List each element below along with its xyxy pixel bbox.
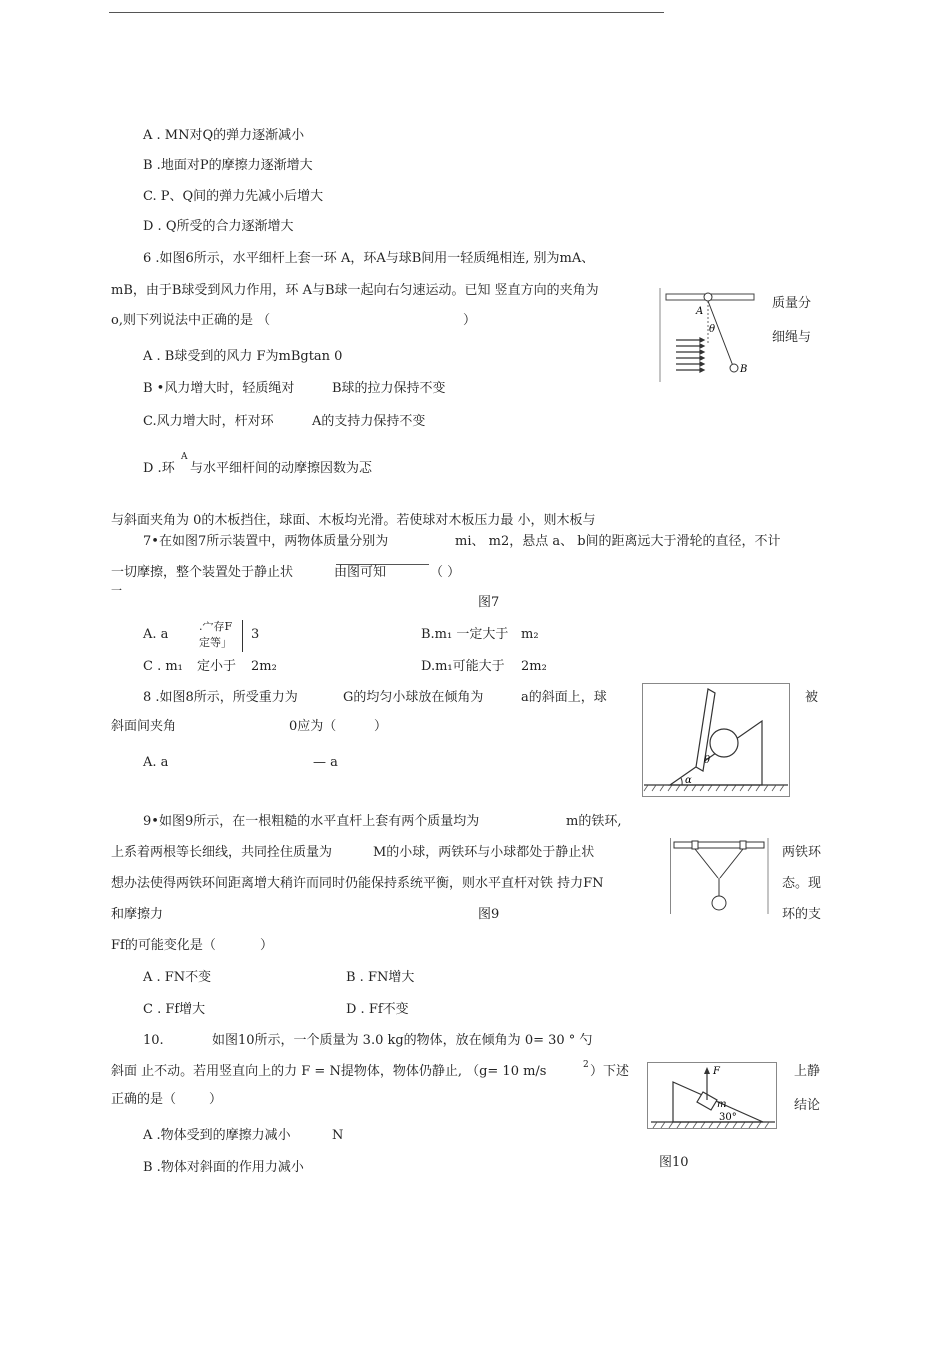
q7-stem-line1-cont: mi、 m2，悬点 a、 b间的距离远大于滑轮的直径，不计 xyxy=(455,534,781,549)
q10-option-a-cont: N xyxy=(332,1128,344,1143)
q7-stray-char: 一 xyxy=(111,584,122,597)
figure-10 xyxy=(647,1062,777,1130)
q10-stem-line1: 如图10所示，一个质量为 3.0 kg的物体，放在倾角为 0= 30 ° 勺 xyxy=(212,1033,593,1048)
q7-option-c-cont: 定小于 xyxy=(197,659,237,674)
q7-option-a-box-line2: 定等」 xyxy=(199,636,232,649)
q9-side-text-1: 两铁环 xyxy=(782,845,822,860)
fig8-label-theta: θ xyxy=(704,755,711,766)
q7-option-a-num: 3 xyxy=(251,627,260,642)
figure-6 xyxy=(658,288,762,382)
q10-option-a: A .物体受到的摩擦力减小 xyxy=(143,1128,291,1143)
q10-figure-caption: 图10 xyxy=(659,1155,689,1170)
q8-stem-line2: 斜面间夹角 xyxy=(111,719,177,734)
q5-option-c: C. P、Q间的弹力先减小后增大 xyxy=(143,189,324,204)
q7-stem-line2-cont: 由图可知 xyxy=(334,565,387,580)
q7-option-a-box-line1: .宀存F xyxy=(199,620,233,633)
q8-stem-line1-cont: G的均匀小球放在倾角为 xyxy=(343,690,484,705)
q8-option-a: A. a xyxy=(143,755,169,770)
q10-side-text-1: 上静 xyxy=(794,1064,821,1079)
q7-option-a: A. a xyxy=(143,627,169,642)
q6-option-d-cont: 与水平细杆间的动摩擦因数为忑 xyxy=(190,461,373,476)
q7-option-c-cont2: 2m₂ xyxy=(251,659,277,674)
q10-option-b: B .物体对斜面的作用力减小 xyxy=(143,1160,304,1175)
fig10-label-m: m xyxy=(717,1099,727,1110)
q10-stem-line2: 斜面 止不动。若用竖直向上的力 F = N提物体，物体仍静止, （g= 10 m/s xyxy=(111,1064,547,1079)
q9-stem-line4: 和摩擦力 xyxy=(111,907,164,922)
q8-stem-line1-cont2: a的斜面上，球 xyxy=(521,690,607,705)
q5-option-a: A . MN对Q的弹力逐渐减小 xyxy=(143,128,305,143)
fig6-label-a: A xyxy=(696,306,704,317)
fig8-label-alpha: α xyxy=(685,775,692,786)
fig6-label-theta: θ xyxy=(709,324,716,335)
q9-stem-line2-cont: M的小球，两铁环与小球都处于静止状 xyxy=(373,845,595,860)
q9-stem-line5-paren: ） xyxy=(260,938,274,953)
q9-stem-line3: 想办法使得两铁环间距离增大稍许而同时仍能保持系统平衡，则水平直杆对铁 持力FN xyxy=(111,876,604,891)
header-rule xyxy=(109,12,664,13)
q6-option-a: A . B球受到的风力 F为mBgtan 0 xyxy=(143,349,343,364)
q9-option-b: B . FN增大 xyxy=(346,970,415,985)
q6-option-b: B •风力增大时，轻质绳对 xyxy=(143,381,295,396)
q6-stem-line2: mB，由于B球受到风力作用，环 A与B球一起向右匀速运动。已知 竖直方向的夹角为 xyxy=(111,283,599,298)
q7-option-c: C . m₁ xyxy=(143,659,183,674)
q8-stem-line1: 8 .如图8所示，所受重力为 xyxy=(143,690,298,705)
fig10-label-f: F xyxy=(713,1066,720,1077)
q8-option-a-cont: — a xyxy=(313,755,338,770)
q9-figure-caption: 图9 xyxy=(478,907,500,922)
figure-8 xyxy=(642,683,790,797)
fig10-label-angle: 30° xyxy=(719,1112,737,1123)
q9-stem-line2: 上系着两根等长细线，共同拴住质量为 xyxy=(111,845,333,860)
q9-option-a: A . FN不变 xyxy=(143,970,212,985)
q9-stem-line1-cont: m的铁环, xyxy=(566,814,622,829)
q8-side-text: 被 xyxy=(805,690,819,705)
q9-side-text-3: 环的支 xyxy=(782,907,822,922)
q6-stem-line3: o,则下列说法中正确的是 （ xyxy=(111,313,271,328)
q6-option-b-cont: B球的拉力保持不变 xyxy=(332,381,446,396)
q9-stem-line1: 9•如图9所示，在一根粗糙的水平直杆上套有两个质量均为 xyxy=(143,814,480,829)
q8-stem-line2-cont: 0应为（ xyxy=(289,719,337,734)
q10-stem-line2-sup: 2 xyxy=(583,1060,589,1070)
q9-side-text-2: 态。现 xyxy=(782,876,822,891)
q6-option-c-cont: A的支持力保持不变 xyxy=(312,414,426,429)
q7-option-b-cont: m₂ xyxy=(521,627,539,642)
figure-9 xyxy=(670,838,770,914)
q7-option-d-cont: 2m₂ xyxy=(521,659,547,674)
q7-figure-caption: 图7 xyxy=(478,595,500,610)
q10-side-text-2: 结论 xyxy=(794,1098,821,1113)
q5-option-b: B .地面对P的摩擦力逐渐增大 xyxy=(143,158,313,173)
q10-stem-line3-paren: ） xyxy=(209,1092,223,1107)
q7-stem-line2: 一切摩擦，整个装置处于静止状 xyxy=(111,565,294,580)
q7-option-d: D.m₁可能大于 xyxy=(421,659,505,674)
q9-option-d: D . Ff不变 xyxy=(346,1002,409,1017)
q6-side-text-2: 细绳与 xyxy=(772,330,812,345)
q7-option-b: B.m₁ 一定大于 xyxy=(421,627,509,642)
q5-option-d: D . Q所受的合力逐渐增大 xyxy=(143,219,294,234)
q10-stem-line3: 正确的是（ xyxy=(111,1092,177,1107)
q7-preceding-line: 与斜面夹角为 0的木板挡住，球面、木板均光滑。若使球对木板压力最 小，则木板与 xyxy=(111,513,596,528)
q9-stem-line5: Ff的可能变化是（ xyxy=(111,938,216,953)
q10-number: 10. xyxy=(143,1033,164,1048)
q7-stem-line1: 7•在如图7所示装置中，两物体质量分别为 xyxy=(143,534,389,549)
q6-side-text-1: 质量分 xyxy=(772,296,812,311)
q6-stem-line3-end: ） xyxy=(463,313,477,328)
fig6-label-b: B xyxy=(740,364,748,375)
q6-option-c: C.风力增大时，杆对环 xyxy=(143,414,274,429)
q6-option-d: D .环 xyxy=(143,461,175,476)
q8-stem-line2-paren: ） xyxy=(374,719,388,734)
q9-option-c: C . Ff增大 xyxy=(143,1002,206,1017)
q10-stem-line2-cont: ）下述 xyxy=(590,1064,630,1079)
q6-stem-line1: 6 .如图6所示，水平细杆上套一环 A，环A与球B间用一轻质绳相连, 别为mA、 xyxy=(143,251,595,266)
q6-option-d-sup: A xyxy=(181,452,188,462)
q7-stem-line2-paren: （ ） xyxy=(430,565,461,580)
